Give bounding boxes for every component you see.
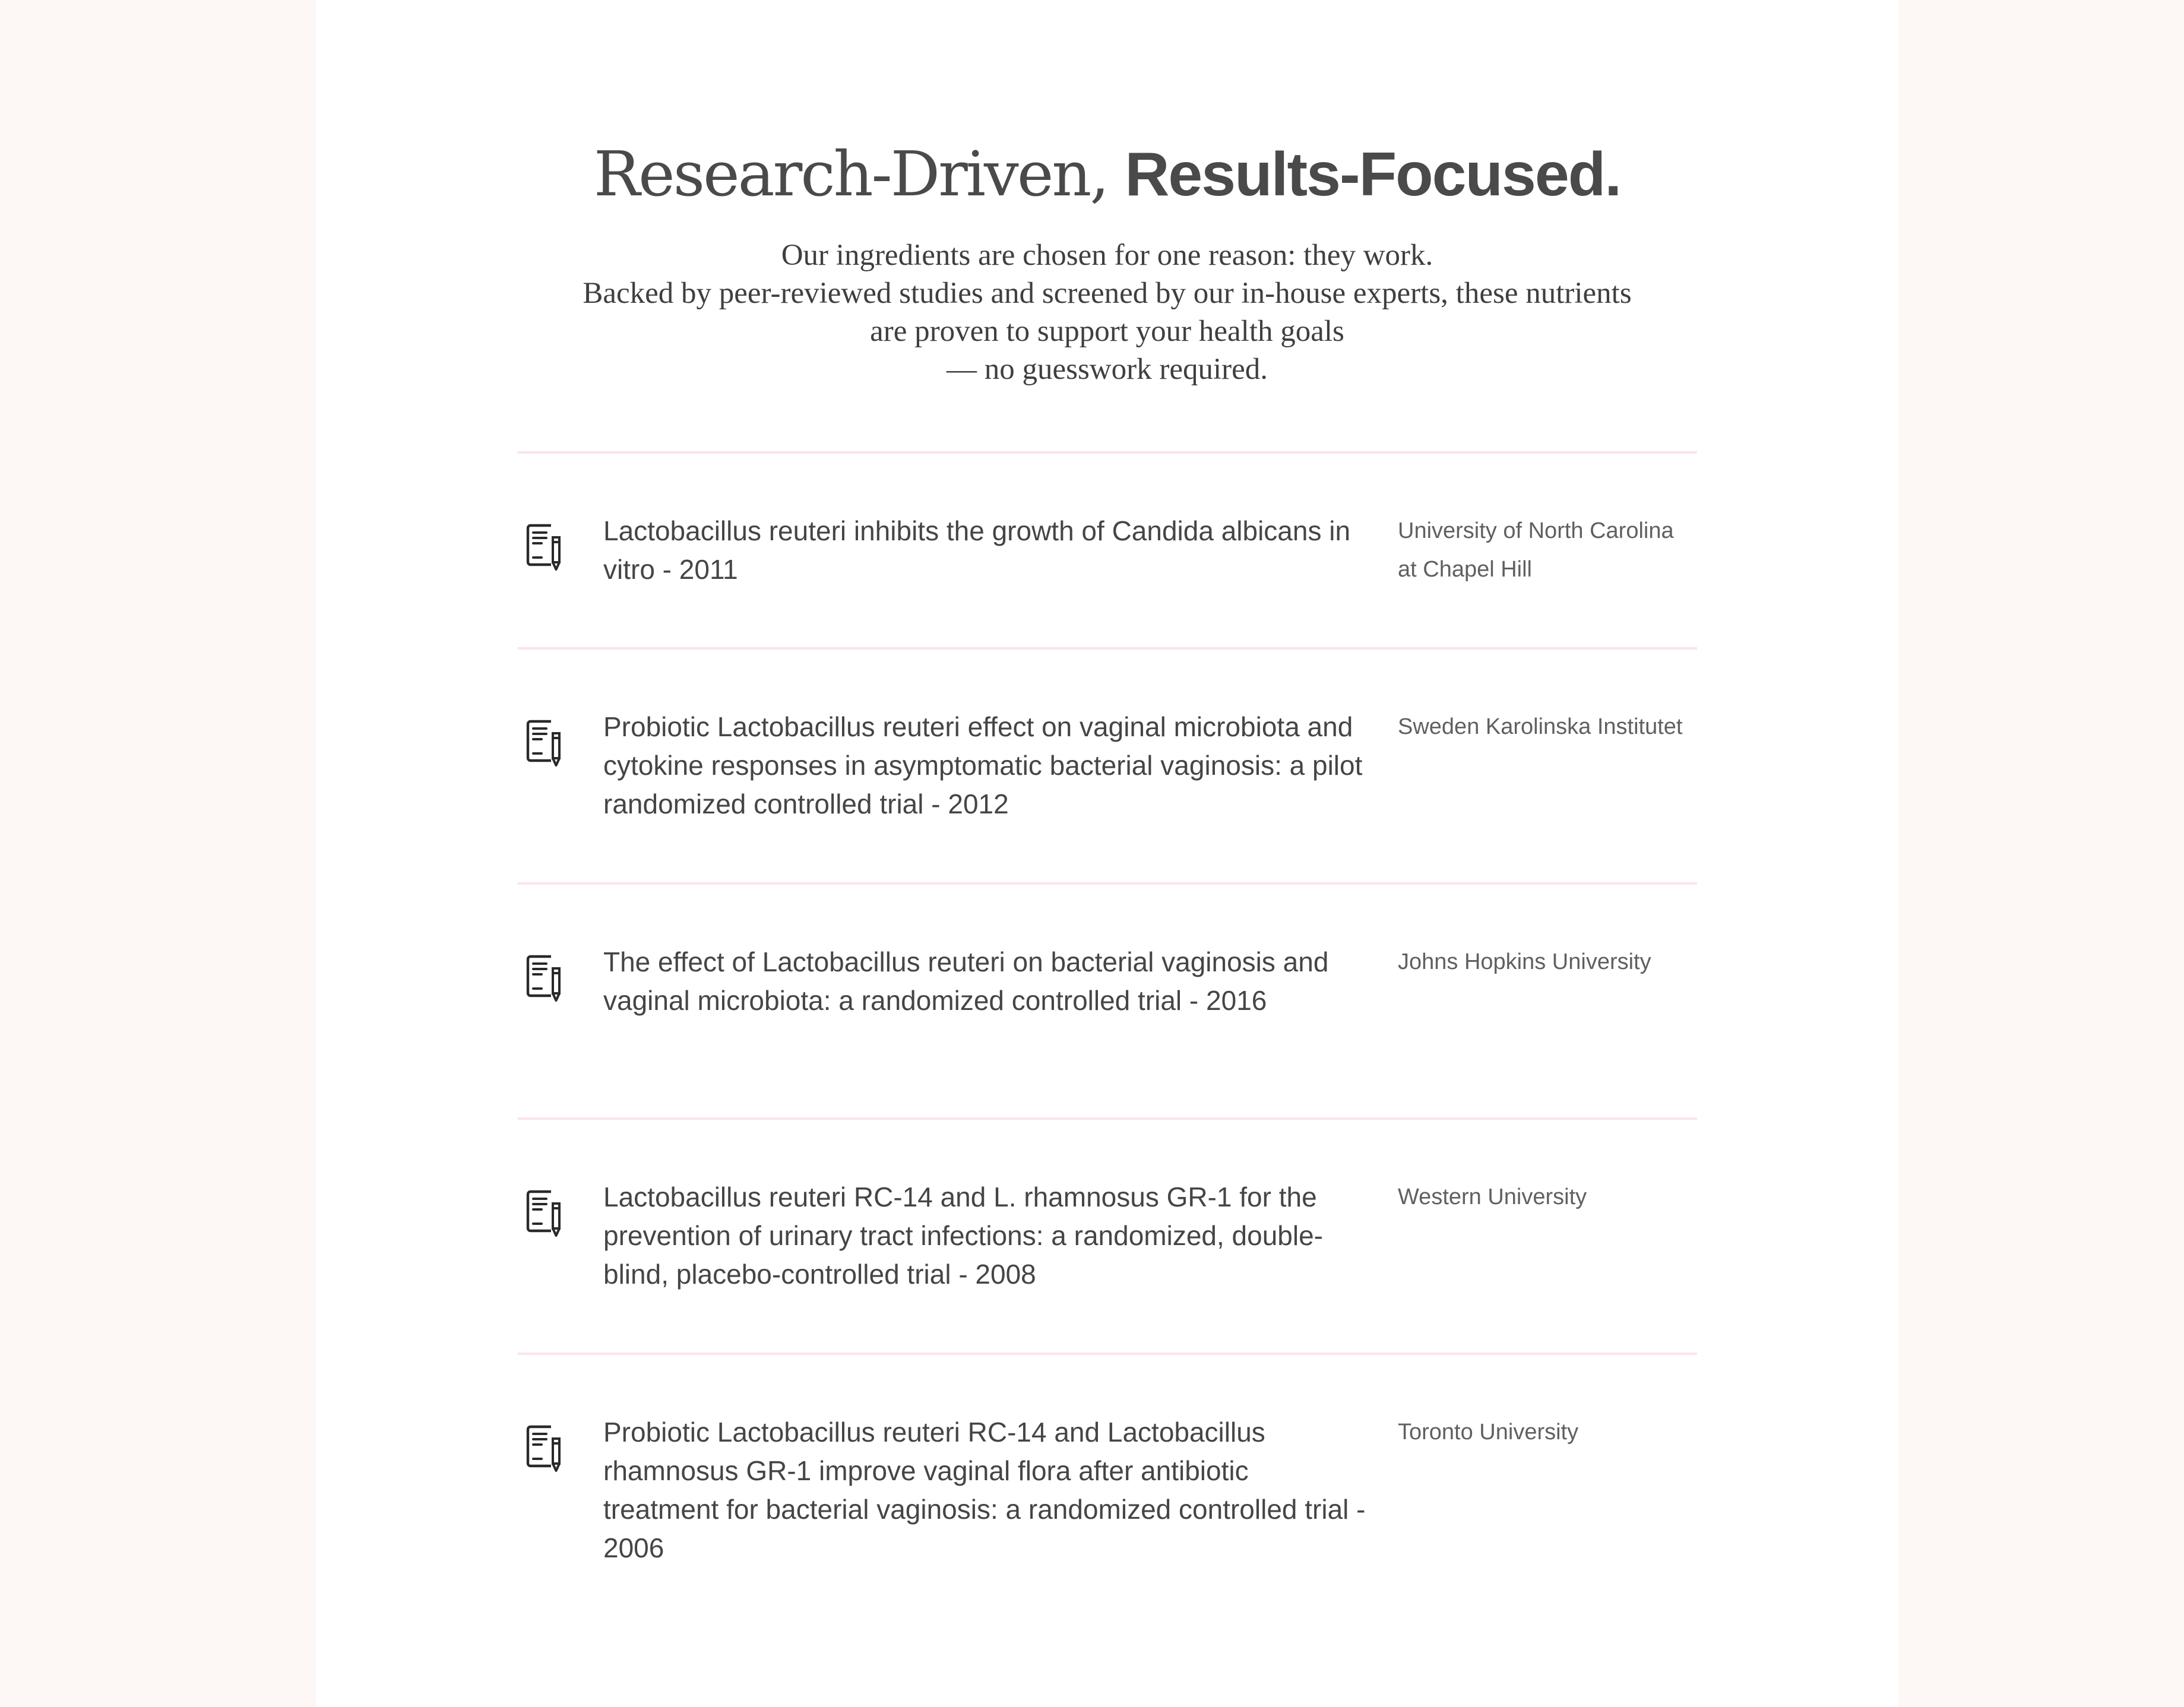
study-row: [518, 1117, 1697, 1353]
heading-bold-text: Results-Focused.: [1125, 140, 1621, 209]
study-title: Probiotic Lactobacillus reuteri RC-14 and Lactobacillus rhamnosus GR-1 improve vaginal flora after antibiotic treatment for bacterial vaginosis: a randomized controlled trial - 2006: [603, 1417, 1366, 1563]
study-row: [518, 1353, 1697, 1634]
intro-line-1: Our ingredients are chosen for one reason: they work.: [781, 239, 1433, 272]
study-row: [518, 647, 1697, 882]
study-title: Lactobacillus reuteri inhibits the growth of Candida albicans in vitro - 2011: [603, 515, 1351, 585]
study-source: Toronto University: [1398, 1420, 1579, 1445]
intro-line-4: — no guesswork required.: [946, 353, 1268, 386]
study-row: [518, 882, 1697, 1117]
intro-paragraph: [316, 236, 1898, 388]
study-source: University of North Carolina at Chapel Hill: [1398, 518, 1674, 582]
document-pen-icon: [525, 1423, 563, 1473]
study-row: [518, 451, 1697, 647]
document-pen-icon: [525, 1188, 563, 1238]
study-source: Johns Hopkins University: [1398, 949, 1651, 974]
document-pen-icon: [525, 953, 563, 1003]
section-heading: [316, 135, 1898, 213]
intro-line-2: Backed by peer-reviewed studies and screened by our in-house experts, these nutrients: [583, 277, 1632, 310]
study-source: Western University: [1398, 1185, 1587, 1209]
studies-list: [518, 451, 1697, 1634]
study-source: Sweden Karolinska Institutet: [1398, 714, 1683, 739]
document-pen-icon: [525, 522, 563, 572]
study-title: Probiotic Lactobacillus reuteri effect on vaginal microbiota and cytokine responses in asymptomatic bacterial vaginosis: a pilot randomized controlled trial - 2012: [603, 711, 1363, 819]
heading-light-text: Research-Driven,: [593, 138, 1108, 210]
study-title: Lactobacillus reuteri RC-14 and L. rhamnosus GR-1 for the prevention of urinary tract infections: a randomized, double-blind, placebo-controlled trial - 2008: [603, 1182, 1323, 1290]
study-title: The effect of Lactobacillus reuteri on bacterial vaginosis and vaginal microbiota: a randomized controlled trial - 2016: [603, 946, 1329, 1016]
intro-line-3: are proven to support your health goals: [870, 315, 1344, 348]
content-panel: [316, 0, 1898, 1707]
document-pen-icon: [525, 718, 563, 768]
